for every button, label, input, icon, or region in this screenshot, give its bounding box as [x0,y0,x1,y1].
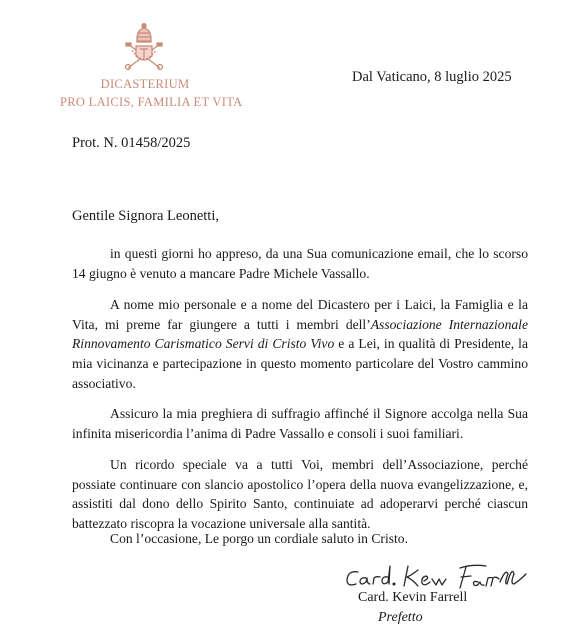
signer-title: Prefetto [378,610,423,625]
salutation: Gentile Signora Leonetti, [72,208,219,224]
letterhead-line-2: PRO LAICIS, FAMILIA ET VITA [60,95,243,109]
dicastery-letterhead [60,75,243,111]
papal-emblem-icon [122,22,166,70]
handwritten-signature [340,560,540,594]
association-name: Associazione Internazionale Rinnovamento Carismatico Servi di Cristo Vivo [72,316,528,352]
letter-date: Dal Vaticano, 8 luglio 2025 [352,69,512,85]
paragraph-4 [72,455,528,534]
paragraph-1-text: in questi giorni ho appreso, da una Sua comunicazione email, che lo scorso 14 giugno è venuto a mancare Padre Michele Vassallo. [72,246,528,281]
paragraph-3 [72,404,528,443]
closing-text: Con l’occasione, Le porgo un cordiale saluto in Cristo. [110,531,408,546]
protocol-number: Prot. N. 01458/2025 [72,135,191,151]
paragraph-2-part-1: A nome mio personale e a nome del Dicastero per i Laici, la Famiglia e la Vita, mi preme far giungere a tutti i membri dell’ [72,297,528,332]
paragraph-2-text [72,295,528,394]
signer-name: Card. Kevin Farrell [358,590,468,605]
paragraph-5 [72,529,528,549]
paragraph-2-part-2: e a Lei, in qualità di Presidente, la mia vicinanza e partecipazione in questo momento particolare del Vostro cammino associativo. [72,336,528,391]
paragraph-2 [72,295,528,394]
paragraph-1 [72,244,528,283]
paragraph-3-text: Assicuro la mia preghiera di suffragio affinché il Signore accolga nella Sua infinita misericordia l’anima di Padre Vassallo e consoli i suoi familiari. [72,406,528,441]
letterhead-line-1: DICASTERIUM [100,77,190,91]
paragraph-4-text: Un ricordo speciale va a tutti Voi, membri dell’Associazione, perché possiate continuare con slancio apostolico l’opera della nuova evangelizzazione, e, assistiti dal dono dello Spirito Santo, continuiate ad adoperarvi perché ciascun battezzato riscopra la vocazione universale alla santità. [72,457,528,532]
